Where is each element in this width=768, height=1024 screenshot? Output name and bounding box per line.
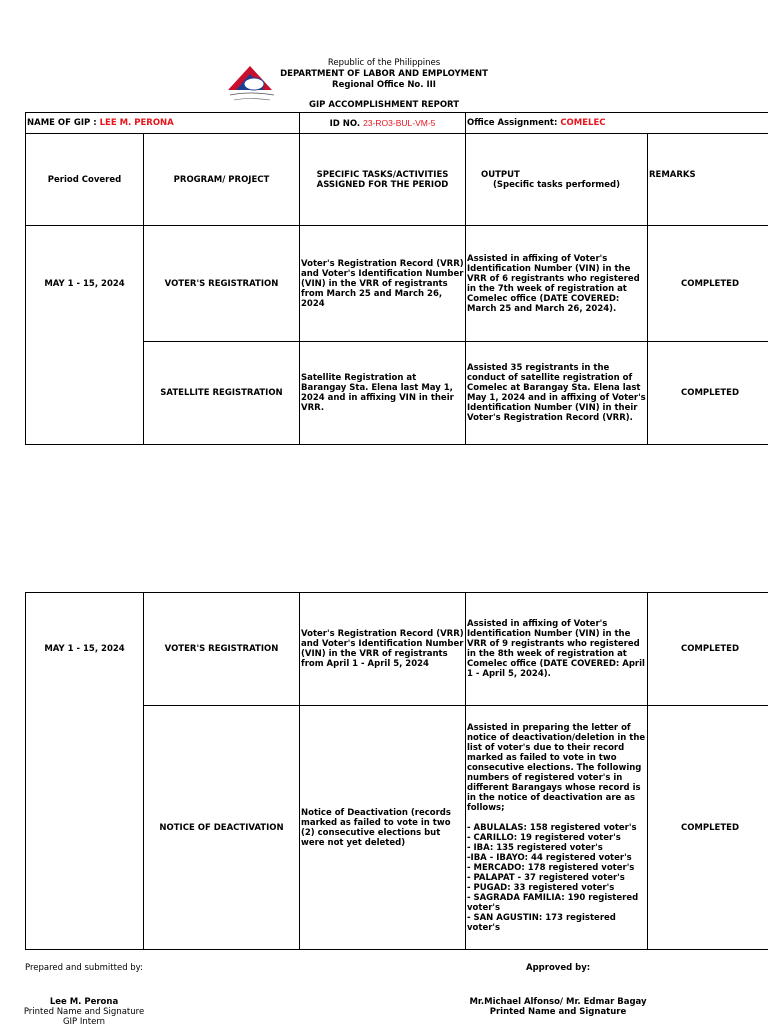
- output-cell: Assisted 35 registrants in the conduct of satellite registration of Comelec at Barangay Sta. Elena last May 1, 2024 and in affixing of Voter's Identification Number (VIN) in their Voter's Registration Record (VRR).: [466, 342, 648, 445]
- output-cell: Assisted in affixing of Voter's Identification Number (VIN) in the VRR of 9 registrants who registered in the 8th week of registration at Comelec office (DATE COVERED: April 1 - April 5, 2024).: [466, 593, 648, 706]
- preparer-block: [0, 997, 168, 1024]
- accomplishment-table-1: [25, 112, 768, 445]
- program-cell: NOTICE OF DEACTIVATION: [144, 706, 300, 950]
- office-label: Office Assignment:: [467, 118, 561, 128]
- id-value: 23-RO3-BUL-VM-5: [363, 117, 436, 128]
- preparer-signature-label: Printed Name and Signature: [23, 1007, 145, 1017]
- output-cell: Assisted in affixing of Voter's Identification Number (VIN) in the VRR of 6 registrants who registered in the 7th week of registration at Comelec office (DATE COVERED: March 25 and March 26, 2024).: [466, 226, 648, 342]
- table-row: [26, 226, 768, 342]
- name-value: LEE M. PERONA: [99, 118, 174, 128]
- output-cell: [466, 706, 648, 950]
- table-row: [26, 706, 768, 950]
- period-cell: [26, 706, 144, 950]
- col-period-header: Period Covered: [26, 134, 144, 226]
- list-item: - SAN AGUSTIN: 173 registered voter's: [467, 912, 616, 933]
- region-text: Regional Office No. III: [332, 80, 436, 90]
- tasks-cell: Voter's Registration Record (VRR) and Voter's Identification Number (VIN) in the VRR of registrants from April 1 - April 5, 2024: [300, 593, 466, 706]
- list-item: - CARILLO: 19 registered voter's: [467, 832, 621, 843]
- period-cell: [26, 342, 144, 445]
- approved-label: Approved by:: [526, 963, 591, 973]
- period-cell: MAY 1 - 15, 2024: [26, 226, 144, 342]
- approver-signature-label: Printed Name and Signature: [489, 1007, 627, 1017]
- list-item: - SAGRADA FAMILIA: 190 registered voter's: [467, 892, 639, 913]
- list-item: - PUGAD: 33 registered voter's: [467, 882, 615, 893]
- name-cell: [26, 113, 300, 134]
- list-item: - PALAPAT - 37 registered voter's: [467, 872, 625, 883]
- accomplishment-table-2: [25, 592, 768, 950]
- preparer-role: GIP Intern: [62, 1017, 106, 1024]
- output-header-label: OUTPUT: [481, 169, 520, 180]
- report-title: GIP ACCOMPLISHMENT REPORT: [308, 100, 460, 110]
- remarks-cell: COMPLETED: [648, 706, 768, 950]
- output-intro: Assisted in preparing the letter of notice of deactivation/deletion in the list of voter's due to their record marked as failed to vote in two consecutive elections. The following numbers of registered voter's in different Barangays whose record is in the notice of deactivation are as follows;: [467, 722, 646, 813]
- output-header-sub: (Specific tasks performed): [493, 179, 620, 190]
- tasks-cell: Voter's Registration Record (VRR) and Voter's Identification Number (VIN) in the VRR of registrants from March 25 and March 26, 2024: [300, 226, 466, 342]
- tasks-cell: Satellite Registration at Barangay Sta. Elena last May 1, 2024 and in affixing VIN in their VRR.: [300, 342, 466, 445]
- office-cell: [466, 113, 768, 134]
- list-item: - MERCADO: 178 registered voter's: [467, 862, 635, 873]
- program-cell: SATELLITE REGISTRATION: [144, 342, 300, 445]
- republic-text: Republic of the Philippines: [327, 58, 441, 68]
- id-cell: [300, 113, 466, 134]
- period-cell: MAY 1 - 15, 2024: [26, 593, 144, 706]
- list-item: - ABULALAS: 158 registered voter's: [467, 822, 637, 833]
- table-row: [26, 342, 768, 445]
- approver-name: Mr.Michael Alfonso/ Mr. Edmar Bagay: [469, 997, 647, 1007]
- col-output-header: [466, 134, 648, 226]
- list-item: - IBA: 135 registered voter's: [467, 842, 603, 853]
- col-tasks-header: SPECIFIC TASKS/ACTIVITIES ASSIGNED FOR THE PERIOD: [300, 134, 466, 226]
- tasks-cell: Notice of Deactivation (records marked as failed to vote in two (2) consecutive elections but were not yet deleted): [300, 706, 466, 950]
- remarks-cell: COMPLETED: [648, 593, 768, 706]
- office-value: COMELEC: [560, 118, 606, 128]
- program-cell: VOTER'S REGISTRATION: [144, 226, 300, 342]
- table-row: [26, 593, 768, 706]
- id-label: ID NO.: [329, 118, 364, 129]
- remarks-cell: COMPLETED: [648, 342, 768, 445]
- report-header: [0, 58, 768, 111]
- prepared-label: Prepared and submitted by:: [25, 963, 143, 973]
- department-text: DEPARTMENT OF LABOR AND EMPLOYMENT: [280, 69, 488, 79]
- remarks-cell: COMPLETED: [648, 226, 768, 342]
- program-cell: VOTER'S REGISTRATION: [144, 593, 300, 706]
- col-program-header: PROGRAM/ PROJECT: [144, 134, 300, 226]
- col-remarks-header: REMARKS: [648, 134, 768, 226]
- preparer-name: Lee M. Perona: [49, 997, 119, 1007]
- approver-block: [440, 997, 676, 1017]
- list-item: -IBA - IBAYO: 44 registered voter's: [467, 852, 632, 863]
- name-label: NAME OF GIP :: [27, 118, 100, 128]
